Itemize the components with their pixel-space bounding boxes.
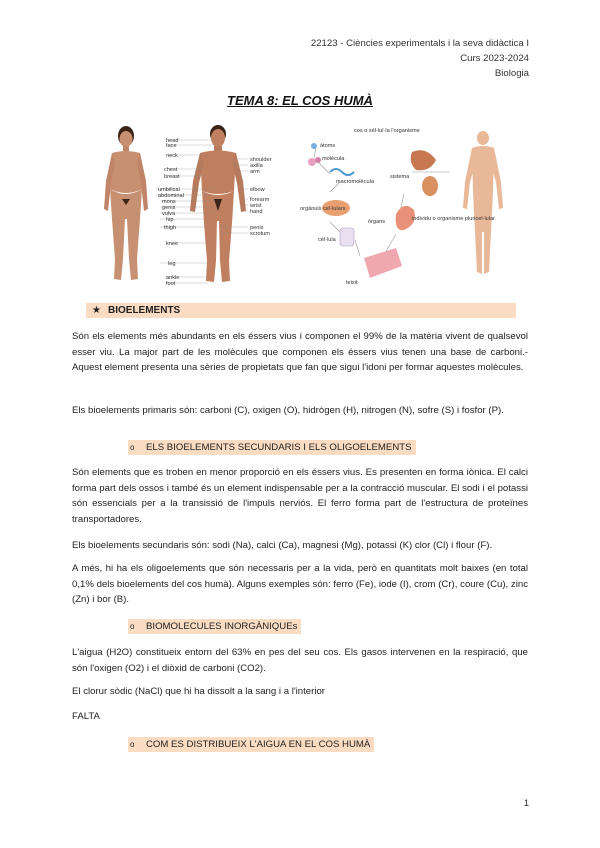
organization-levels-figure — [300, 122, 510, 290]
document-header — [311, 36, 529, 81]
label-organs: òrgans — [368, 219, 386, 225]
paragraph-4: Els bioelements secundaris són: sodi (Na), calci (Ca), magnesi (Mg), potassi (K) clor (Cl) i flour (F). — [72, 540, 493, 551]
paragraph-2: Els bioelements primaris són: carboni (C), oxigen (O), hidrògen (H), nitrogen (N), sofre (S) i fosfor (P). — [72, 405, 504, 416]
label-scrotum: scrotum — [250, 231, 270, 237]
macromolecule-illustration — [330, 169, 354, 175]
label-thigh: thigh — [164, 225, 177, 231]
paragraph-7: El clorur sòdic (NaCl) que hi ha dissolt a la sang i a l'interior — [72, 686, 325, 697]
label-knee: knee — [166, 241, 179, 247]
label-tissue: teixit — [346, 280, 358, 286]
label-system: sistema — [390, 174, 410, 180]
paragraph-6: L'aigua (H2O) constitueix entorn del 63% en pes del seu cos. Els gasos intervenen en la respiració, que són l'oxigen (O2) i el diòxid de carboni (CO2). — [72, 647, 528, 674]
label-arm: arm — [250, 169, 260, 175]
subsection-title: BIOMOLECULES INORGÀNIQUEs — [146, 621, 298, 632]
paragraph-3: Són elements que es troben en menor proporció en els éssers vius. Es presenten en forma iònica. El calci forma part dels ossos i també és un element indispensable per a la contracció muscular. El sodi i el potassi són essencials per a la transissió de l'impuls nerviós. El ferro forma part de l'estructura de proteïnes transportadores. — [72, 467, 528, 525]
label-face: face — [166, 143, 177, 149]
label-organelles: orgànuls cel·lulars — [300, 206, 346, 212]
page-number: 1 — [523, 798, 529, 808]
label-leg: leg — [168, 261, 176, 267]
label-atoms: àtoms — [320, 143, 336, 149]
circle-bullet-icon: o — [130, 740, 135, 749]
subsection-water-heading — [128, 737, 374, 752]
paragraph-1: Són els elements més abundants en els éssers vius i componen el 99% de la matèria vivent de qualsevol esser viu. La major part de les molècules que componen els éssers vius tenen una base de carboni.- Aquest element presenta una sèries de propietats que fan que sigui l'idoni per formar aquestes molècules. — [72, 331, 528, 373]
subsection-title: ELS BIOELEMENTS SECUNDARIS I ELS OLIGOELEMENTS — [146, 442, 412, 453]
section-title: BIOELEMENTS — [108, 305, 181, 316]
label-neck: neck — [166, 153, 178, 159]
label-macromolecule: macromolècula — [336, 179, 374, 185]
label-genis: genis — [162, 205, 176, 211]
label-vulva: vulva — [162, 211, 176, 217]
page-title: TEMA 8: EL COS HUMÀ — [227, 93, 373, 108]
section-bioelements-heading — [86, 303, 516, 318]
course-name: 22123 - Ciències experimentals i la seva didàctica I — [310, 38, 529, 49]
paragraph-8: FALTA — [72, 711, 100, 722]
label-breast: breast — [164, 174, 180, 180]
circle-bullet-icon: o — [130, 622, 135, 631]
subsection-secondary-heading — [128, 440, 416, 455]
subject-name: Biologia — [494, 68, 529, 79]
label-penis: penis — [250, 225, 264, 231]
label-organism: individu o organisme pluricel·lular — [412, 216, 496, 222]
female-figure-illustration — [104, 126, 148, 280]
subsection-inorganic-heading — [128, 619, 301, 634]
label-molecule: molècula — [322, 156, 345, 162]
paragraph-5: A més, hi ha els oligoelements que són necessaris per a la vida, però en quantitats molt baixes (en total 0,1% dels bioelements del cos humà). Alguns exemples són: ferro (Fe), iode (I), crom (Cr), coure (Cu), zinc (Zn) i bor (B). — [72, 563, 528, 605]
star-icon: ★ — [92, 305, 101, 316]
label-ankle: ankle — [166, 275, 180, 281]
cell-illustration — [340, 228, 354, 246]
label-shoulder: shoulder — [250, 157, 272, 163]
circle-bullet-icon: o — [130, 443, 135, 452]
anatomy-figure — [98, 119, 284, 291]
label-head: head — [166, 138, 179, 144]
course-year: Curs 2023-2024 — [460, 53, 529, 64]
label-abdominal: abdominal — [158, 193, 184, 199]
label-elbow: elbow — [250, 187, 265, 193]
tissue-illustration — [364, 248, 402, 278]
label-chest: chest — [164, 167, 178, 173]
label-axilla: axilla — [250, 163, 263, 169]
human-body-illustration — [463, 131, 503, 274]
label-umbilical: umbilical — [158, 187, 180, 193]
label-wrist: wrist — [250, 203, 262, 209]
label-hip: hip — [166, 217, 174, 223]
atom-illustration — [311, 143, 317, 149]
subsection-title: COM ES DISTRIBUEIX L'AIGUA EN EL COS HUMÀ — [146, 739, 371, 750]
label-foot: foot — [166, 281, 176, 287]
label-mons: mons — [162, 199, 176, 205]
label-hand: hand — [250, 209, 263, 215]
male-figure-illustration — [190, 125, 246, 282]
figure-right-title: cos o sèl·lul·la l'organisme — [354, 128, 420, 134]
label-forearm: forearm — [250, 197, 270, 203]
label-cell: cèl·lula — [318, 237, 336, 243]
